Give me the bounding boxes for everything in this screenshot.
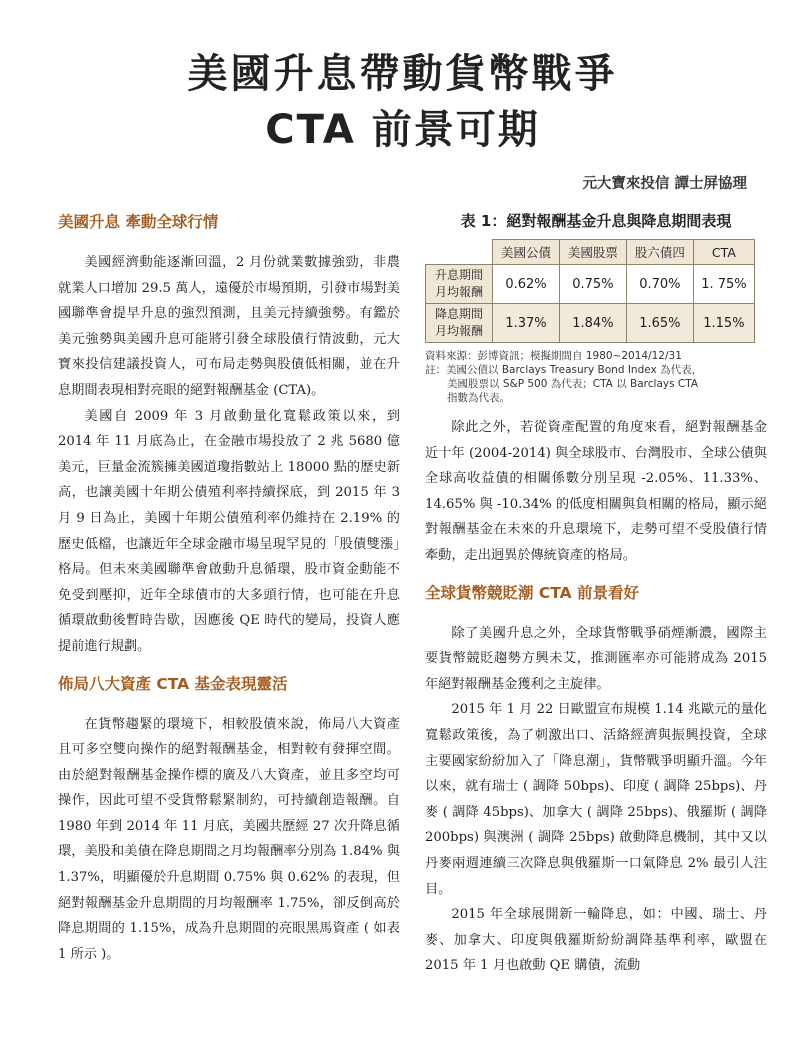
table-cell: 0.62% [493,265,560,304]
column-header: 美國公債 [493,240,560,265]
author-byline: 元大寶來投信 譚士屏協理 [582,176,747,192]
table-corner-cell [426,240,493,265]
table-title: 表 1：絕對報酬基金升息與降息期間表現 [460,212,732,230]
column-header: CTA [693,240,754,265]
table-footnote: 美國股票以 S&P 500 為代表；CTA 以 Barclays CTA [447,378,699,390]
table-footnote: 指數為代表。 [447,392,510,404]
paragraph: 美國經濟動能逐漸回溫，2 月份就業數據強勁，非農就業人口增加 29.5 萬人，遠優於市場預期，引發市場對美國聯準會提早升息的強烈預測，且美元持續強勢。有鑑於美元強勢與美國升息可能將引發全球股債行情波動，元大寶來投信建議投資人，可布局走勢與股債低相關，並在升息期間表現相對亮眼的絕對報酬基金 (CTA)。 [58,255,400,398]
right-column [425,210,767,979]
left-column [58,210,400,967]
table-cell: 1.65% [626,304,693,343]
article-title-line2: CTA 前景可期 [265,107,540,153]
row-header: 降息期間 月均報酬 [426,304,493,343]
table-notes [425,349,767,405]
table-cell: 0.75% [559,265,626,304]
paragraph: 2015 年全球展開新一輪降息，如：中國、瑞士、丹麥、加拿大、印度與俄羅斯紛紛調降基準利率，歐盟在 2015 年 1 月也啟動 QE 購債，流動 [425,907,767,974]
table-cell: 0.70% [626,265,693,304]
table-cell: 1.15% [693,304,754,343]
paragraph: 2015 年 1 月 22 日歐盟宣布規模 1.14 兆歐元的量化寬鬆政策後，為了刺激出口、活絡經濟與振興投資，全球主要國家紛紛加入了「降息潮」，貨幣戰爭明顯升溫。今年以來，就有瑞士 ( 調降 50bps)、印度 ( 調降 25bps)、丹麥 ( 調降 45bps)、加拿大 ( 調降 25bps)、俄羅斯 ( 調降 200bps) 與澳洲 ( 調降 25bps) 啟動降息機制，其中又以丹麥兩週連續三次降息與俄羅斯一口氣降息 2% 最引人注目。 [425,702,767,897]
table-source-note: 資料來源：彭博資訊；模擬期間自 1980~2014/12/31 [425,350,682,362]
article-title-line1: 美國升息帶動貨幣戰爭 [187,51,618,97]
table-cell: 1.37% [493,304,560,343]
table-footnote: 註：美國公債以 Barclays Treasury Bond Index 為代表， [425,364,703,376]
paragraph: 除了美國升息之外，全球貨幣戰爭硝煙漸濃，國際主要貨幣競貶趨勢方興未艾，推測匯率亦可能將成為 2015 年絕對報酬基金獲利之主旋律。 [425,625,767,692]
section-heading-currency-war: 全球貨幣競貶潮 CTA 前景看好 [425,583,640,602]
section-heading-eight-assets: 佈局八大資產 CTA 基金表現靈活 [58,674,288,693]
section-heading-us-rate-hike: 美國升息 牽動全球行情 [58,213,219,231]
paragraph: 美國自 2009 年 3 月啟動量化寬鬆政策以來，到 2014 年 11 月底為止，在金融市場投放了 2 兆 5680 億美元，巨量金流簇擁美國道瓊指數站上 18000 點的歷史新高，也讓美國十年期公債殖利率持續探底，到 2015 年 3 月 9 日為止，美國十年期公債殖利率仍維持在 2.19% 的歷史低檔，也讓近年全球金融市場呈現罕見的「股債雙漲」格局。但未來美國聯準會啟動升息循環，股市資金動能不免受到壓抑，近年全球債市的大多頭行情，也可能在升息循環啟動後暫時告歇，因應後 QE 時代的變局，投資人應提前進行規劃。 [58,408,400,654]
paragraph: 在貨幣趨緊的環境下，相較股債來說，佈局八大資產且可多空雙向操作的絕對報酬基金，相對較有發揮空間。由於絕對報酬基金操作標的廣及八大資產，並且多空均可操作，因此可望不受貨幣鬆緊制約，可持續創造報酬。自 1980 年到 2014 年 11 月底，美國共歷經 27 次升降息循環，美股和美債在降息期間之月均報酬率分別為 1.84% 與 1.37%，明顯優於升息期間 0.75% 與 0.62% 的表現，但絕對報酬基金升息期間的月均報酬率 1.75%，卻反倒高於降息期間的 1.15%，成為升息期間的亮眼黑馬資產 ( 如表 1 所示 )。 [58,716,400,962]
table-row [426,304,755,343]
column-header: 美國股票 [559,240,626,265]
table-row [426,265,755,304]
table-cell: 1.84% [559,304,626,343]
performance-table [425,239,755,343]
row-header: 升息期間 月均報酬 [426,265,493,304]
paragraph: 除此之外，若從資產配置的角度來看，絕對報酬基金近十年 (2004-2014) 與全球股市、台灣股市、全球公債與全球高收益債的相關係數分別呈現 -2.05%、11.33%、14.65% 與 -10.34% 的低度相關與負相關的格局，顯示絕對報酬基金在未來的升息環境下，走勢可望不受股債行情牽動，走出迥異於傳統資產的格局。 [425,420,767,563]
column-header: 股六債四 [626,240,693,265]
table-cell: 1. 75% [693,265,754,304]
